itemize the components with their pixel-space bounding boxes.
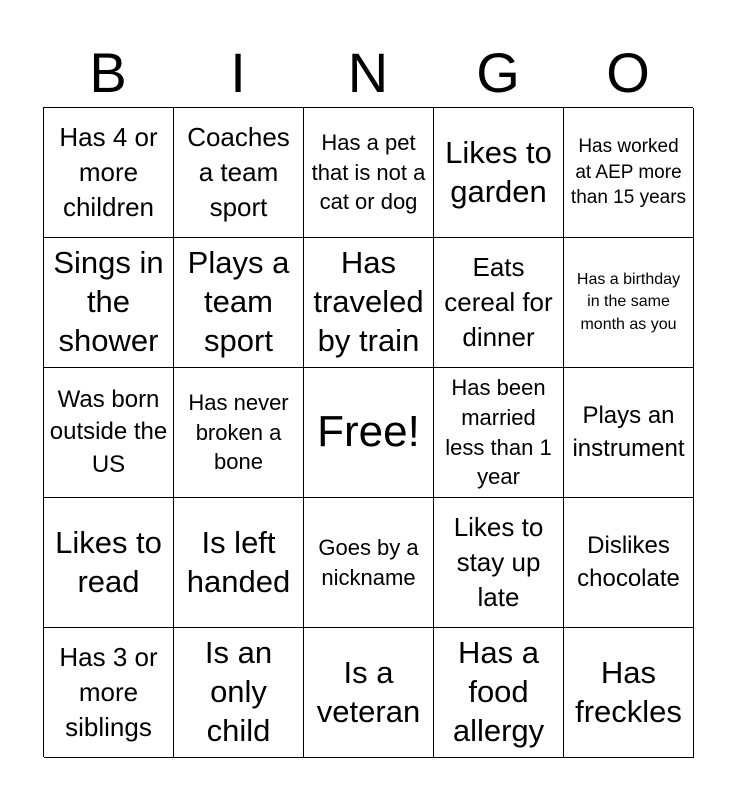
bingo-cell-r2c5[interactable] (564, 238, 694, 368)
bingo-cell-r1c3[interactable] (304, 108, 434, 238)
cell-text: Is left handed (186, 524, 291, 599)
bingo-cell-r1c5[interactable] (564, 108, 694, 238)
bingo-cell-free[interactable] (304, 368, 434, 498)
cell-text: Has 4 or more children (59, 121, 158, 223)
cell-text: Has 3 or more siblings (59, 641, 158, 743)
cell-text: Likes to stay up late (453, 511, 544, 613)
bingo-cell-r3c2[interactable] (174, 368, 304, 498)
header-letter-b: B (89, 41, 127, 104)
bingo-cell-r2c4[interactable] (434, 238, 564, 368)
bingo-cell-r4c1[interactable] (44, 498, 174, 628)
cell-text: Has a food allergy (452, 635, 545, 748)
free-space-label: Free! (317, 407, 420, 457)
cell-text: Has traveled by train (313, 245, 424, 358)
bingo-cell-r3c5[interactable] (564, 368, 694, 498)
cell-text: Was born outside the US (49, 385, 168, 478)
bingo-cell-r3c4[interactable] (434, 368, 564, 498)
bingo-cell-r4c3[interactable] (304, 498, 434, 628)
bingo-cell-r1c1[interactable] (44, 108, 174, 238)
header-letter-o: O (606, 41, 650, 104)
cell-text: Has a pet that is not a cat or dog (311, 129, 426, 215)
cell-text: Plays a team sport (187, 245, 290, 358)
header-letter-n: N (347, 41, 389, 104)
cell-text: Plays an instrument (572, 402, 685, 462)
bingo-cell-r1c2[interactable] (174, 108, 304, 238)
cell-text: Has a birthday in the same month as you (576, 270, 681, 333)
cell-text: Goes by a nickname (318, 534, 419, 590)
cell-text: Coaches a team sport (187, 121, 290, 223)
cell-text: Likes to garden (445, 134, 552, 209)
bingo-cell-r4c2[interactable] (174, 498, 304, 628)
bingo-cell-r5c5[interactable] (564, 628, 694, 758)
cell-text: Has worked at AEP more than 15 years (570, 136, 687, 209)
cell-text: Likes to read (55, 524, 162, 599)
cell-text: Sings in the shower (53, 245, 164, 358)
bingo-cell-r5c3[interactable] (304, 628, 434, 758)
cell-text: Has freckles (575, 654, 682, 729)
header-letter-g: G (476, 41, 520, 104)
bingo-header (43, 38, 693, 108)
bingo-cell-r4c5[interactable] (564, 498, 694, 628)
cell-text: Is a veteran (316, 654, 421, 729)
header-letter-i: I (230, 41, 246, 104)
bingo-board (43, 107, 693, 757)
cell-text: Is an only child (204, 635, 273, 748)
bingo-cell-r2c2[interactable] (174, 238, 304, 368)
bingo-cell-r2c1[interactable] (44, 238, 174, 368)
bingo-cell-r5c1[interactable] (44, 628, 174, 758)
bingo-cell-r5c4[interactable] (434, 628, 564, 758)
bingo-cell-r5c2[interactable] (174, 628, 304, 758)
bingo-cell-r1c4[interactable] (434, 108, 564, 238)
cell-text: Dislikes chocolate (577, 532, 680, 592)
cell-text: Eats cereal for dinner (444, 251, 553, 353)
cell-text: Has never broken a bone (188, 389, 289, 475)
bingo-cell-r2c3[interactable] (304, 238, 434, 368)
cell-text: Has been married less than 1 year (445, 375, 552, 490)
bingo-cell-r4c4[interactable] (434, 498, 564, 628)
bingo-cell-r3c1[interactable] (44, 368, 174, 498)
